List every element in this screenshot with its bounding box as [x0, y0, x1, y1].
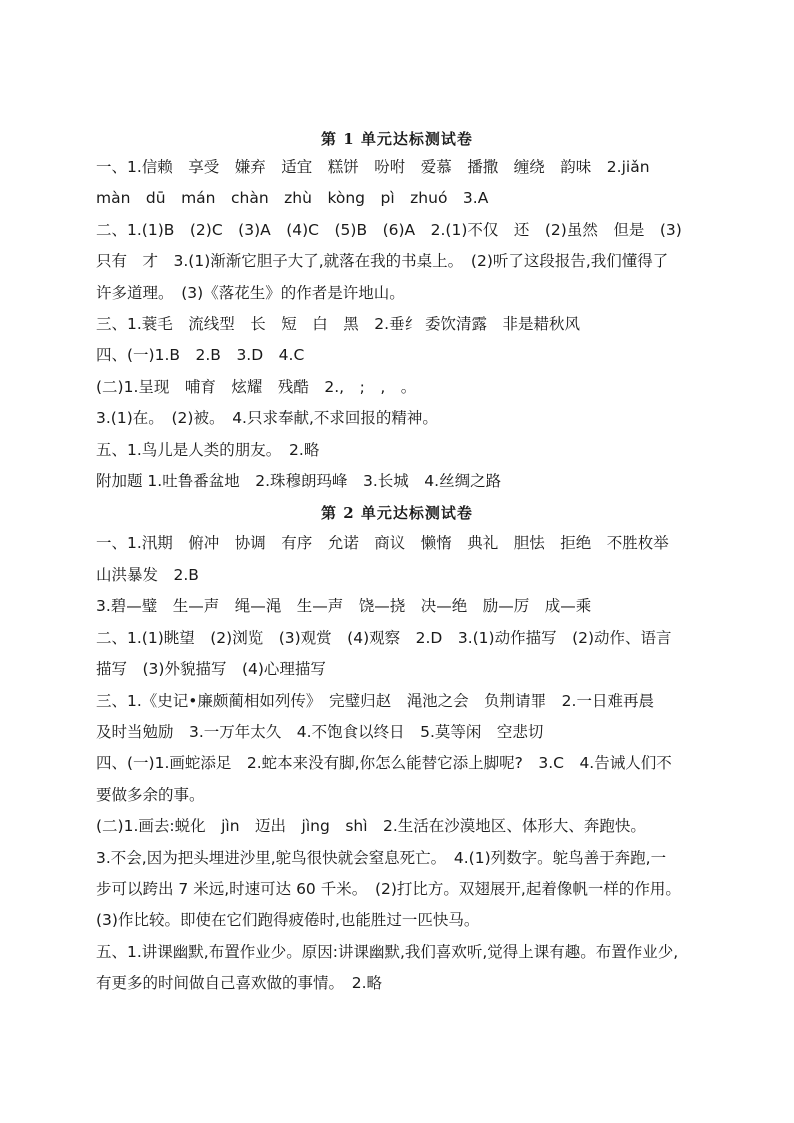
unit2-line-7: 及时当勉励 3.一万年太久 4.不饱食以终日 5.莫等闲 空悲切	[96, 723, 544, 741]
unit2-line-15: 有更多的时间做自己喜欢做的事情。 2.略	[96, 974, 383, 992]
unit1-line-3: 二、1.(1)B (2)C (3)A (4)C (5)B (6)A 2.(1)不仅 还 (2)虽然 但是 (3)	[96, 221, 682, 239]
unit2-line-12: 步可以跨出 7 米远,时速可达 60 千米。 (2)打比方。双翅展开,起着像帆一样的作用。	[96, 880, 681, 898]
unit2-line-5: 描写 (3)外貌描写 (4)心理描写	[96, 660, 326, 678]
unit2-line-14: 五、1.讲课幽默,布置作业少。原因:讲课幽默,我们喜欢听,觉得上课有趣。布置作业少,	[96, 943, 679, 961]
unit1-line-7: 四、(一)1.B 2.B 3.D 4.C	[96, 346, 305, 364]
unit2-line-2: 山洪暴发 2.B	[96, 566, 199, 584]
unit1-line-4: 只有 才 3.(1)渐渐它胆子大了,就落在我的书桌上。 (2)听了这段报告,我们懂得了	[96, 252, 669, 270]
unit1-line-2: màn dū mán chàn zhù kòng pì zhuó 3.A	[96, 189, 489, 207]
unit2-title: 第 2 单元达标测试卷	[321, 504, 473, 522]
unit2-line-11: 3.不会,因为把头埋进沙里,鸵鸟很快就会窒息死亡。 4.(1)列数字。鸵鸟善于奔跑,一	[96, 849, 667, 867]
unit1-line-8: (二)1.呈现 哺育 炫耀 残酷 2., ; , 。	[96, 378, 417, 396]
unit2-line-9: 要做多余的事。	[96, 786, 205, 804]
unit1-line-6: 三、1.蓑毛 流线型 长 短 白 黑 2.垂纟 委饮清露 非是耤秋风	[96, 315, 581, 333]
unit2-line-4: 二、1.(1)眺望 (2)浏览 (3)观赏 (4)观察 2.D 3.(1)动作描写 (2)动作、语言	[96, 629, 672, 647]
unit2-line-1: 一、1.汛期 俯冲 协调 有序 允诺 商议 懒惰 典礼 胆怯 拒绝 不胜枚举	[96, 534, 669, 552]
unit2-line-6: 三、1.《史记•廉颇蔺相如列传》 完璧归赵 渑池之会 负荆请罪 2.一日难再晨	[96, 692, 654, 710]
unit1-line-11: 附加题 1.吐鲁番盆地 2.珠穆朗玛峰 3.长城 4.丝绸之路	[96, 472, 502, 490]
unit2-line-13: (3)作比较。即使在它们跑得疲倦时,也能胜过一匹快马。	[96, 911, 480, 929]
unit2-line-3: 3.碧—璧 生—声 绳—渑 生—声 饶—挠 决—绝 励—厉 成—乘	[96, 597, 592, 615]
unit1-line-9: 3.(1)在。 (2)被。 4.只求奉献,不求回报的精神。	[96, 409, 438, 427]
unit1-line-1: 一、1.信赖 享受 嫌弃 适宜 糕饼 吩咐 爱慕 播撒 缠绕 韵味 2.jiǎn	[96, 158, 650, 176]
unit1-line-10: 五、1.鸟儿是人类的朋友。 2.略	[96, 441, 320, 459]
unit1-title: 第 1 单元达标测试卷	[321, 130, 473, 148]
unit2-line-8: 四、(一)1.画蛇添足 2.蛇本来没有脚,你怎么能替它添上脚呢? 3.C 4.告诫人们不	[96, 754, 672, 772]
unit2-line-10: (二)1.画去:蜕化 jìn 迈出 jìng shì 2.生活在沙漠地区、体形大、奔跑快。	[96, 817, 646, 835]
unit1-line-5: 许多道理。 (3)《落花生》的作者是许地山。	[96, 284, 405, 302]
